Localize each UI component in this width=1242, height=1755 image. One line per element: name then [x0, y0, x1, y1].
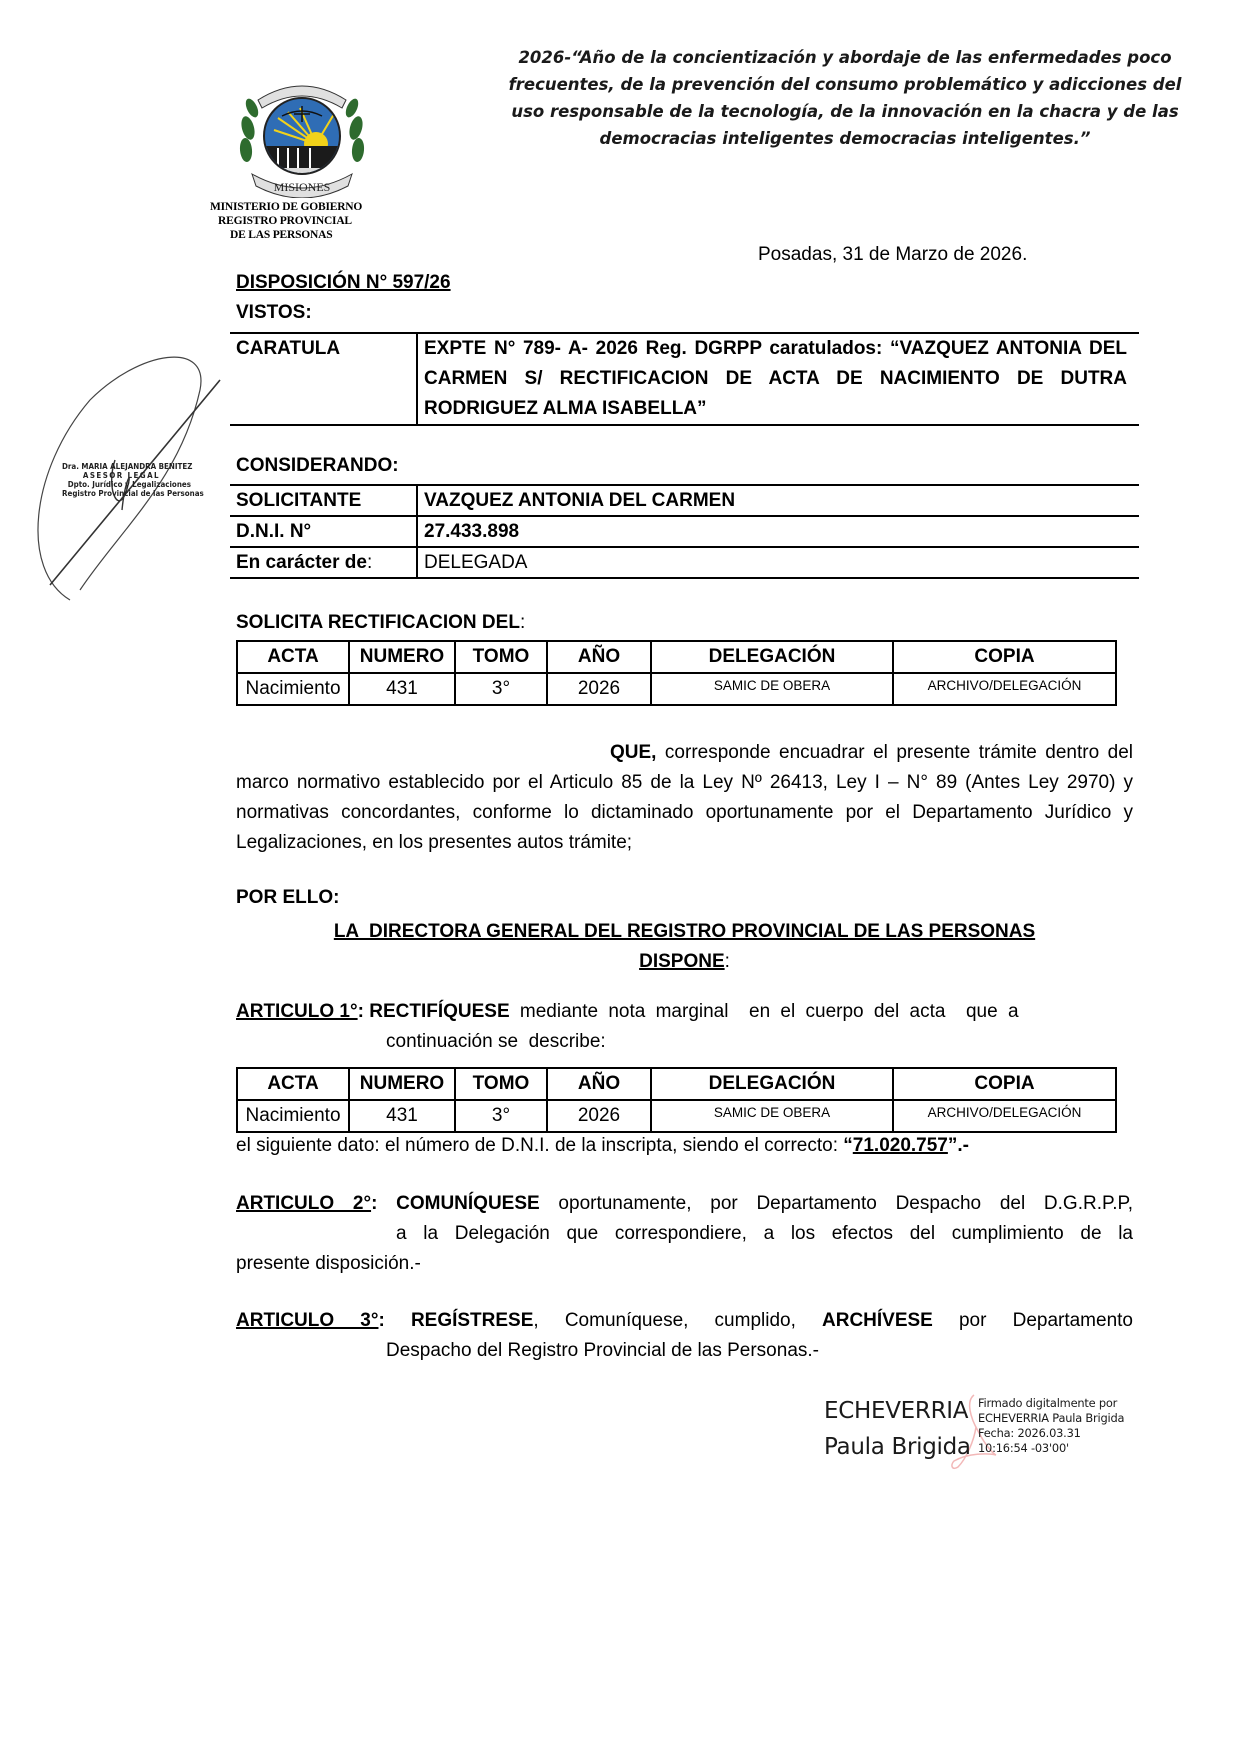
- articulo-text: por Departamento: [932, 1310, 1133, 1331]
- ministry-line: REGISTRO PROVINCIAL: [218, 215, 352, 227]
- articulo-text: oportunamente, por Departamento Despacho del D.G.R.P.P,: [539, 1193, 1133, 1214]
- articulo-text: , Comuníquese, cumplido,: [533, 1310, 822, 1331]
- stamp-line: Registro Provincial de las Personas: [62, 489, 204, 498]
- motto-line: frecuentes, de la prevención del consumo problemático y adicciones del: [508, 75, 1182, 94]
- col-header: DELEGACIÓN: [651, 641, 893, 673]
- considerando-table: [230, 484, 1139, 579]
- articulo-verb: ARCHÍVESE: [822, 1310, 933, 1331]
- que-lead: QUE,: [610, 742, 657, 763]
- table-row: [230, 516, 1139, 547]
- articulo-label: ARTICULO 2°: [236, 1193, 372, 1214]
- signature-details: [978, 1396, 1124, 1456]
- articulo-verb: COMUNÍQUESE: [396, 1193, 540, 1214]
- col-header: NUMERO: [349, 1068, 455, 1100]
- colon: :: [357, 1001, 364, 1022]
- table-row: [230, 485, 1139, 516]
- articulo-verb: REGÍSTRESE: [410, 1310, 534, 1331]
- signature-detail-line: 10:16:54 -03'00': [978, 1441, 1069, 1455]
- signature-detail-line: Firmado digitalmente por: [978, 1396, 1118, 1410]
- directora-line: [236, 917, 1133, 977]
- table-header-row: [237, 641, 1116, 673]
- col-header: ACTA: [237, 1068, 349, 1100]
- solicita-heading: [236, 612, 525, 634]
- por-ello-heading: POR ELLO:: [236, 887, 340, 908]
- col-header: AÑO: [547, 641, 651, 673]
- considerando-heading: CONSIDERANDO:: [236, 455, 399, 476]
- cell: 431: [349, 1100, 455, 1132]
- articulo-2: [236, 1189, 1133, 1279]
- articulo-text: presente disposición.-: [236, 1253, 421, 1274]
- colon: :: [371, 1193, 378, 1214]
- row-value: VAZQUEZ ANTONIA DEL CARMEN: [417, 485, 1139, 516]
- signature-detail-line: ECHEVERRIA Paula Brigida: [978, 1411, 1125, 1425]
- dispone-word: DISPONE: [639, 951, 725, 972]
- row-value: DELEGADA: [417, 547, 1139, 578]
- solicita-colon: :: [519, 612, 526, 633]
- motto-line: uso responsable de la tecnología, de la innovación en la chacra y de las: [511, 102, 1179, 121]
- row-label: D.N.I. N°: [230, 516, 417, 547]
- articulo-1: [236, 997, 1133, 1057]
- ministry-line: MINISTERIO DE GOBIERNO: [210, 201, 363, 213]
- vistos-heading: VISTOS:: [236, 302, 312, 323]
- col-header: TOMO: [455, 641, 547, 673]
- que-text: corresponde encuadrar el presente trámite dentro del marco normativo establecido por el Articulo 85 de la Ley Nº 26413, Ley I – N° 89 (Antes Ley 2970) y normativas concordantes, conforme lo dictaminado oportunamente por el Departamento Jurídico y Legalizaciones, en los presentes autos trámite;: [236, 742, 1133, 853]
- cell: 3°: [455, 673, 547, 705]
- colon: :: [378, 1310, 385, 1331]
- cell: ARCHIVO/DELEGACIÓN: [893, 673, 1116, 705]
- col-header: NUMERO: [349, 641, 455, 673]
- cell: 2026: [547, 1100, 651, 1132]
- signer-name: [824, 1393, 971, 1465]
- signer-surname: ECHEVERRIA: [824, 1398, 969, 1424]
- motto-line: 2026-“Año de la concientización y abordaje de las enfermedades poco: [518, 48, 1172, 67]
- signer-given-names: Paula Brigida: [824, 1434, 971, 1460]
- cell: 3°: [455, 1100, 547, 1132]
- cell: 2026: [547, 673, 651, 705]
- acta-table-rectificacion: [236, 1067, 1117, 1133]
- que-paragraph: [236, 738, 1133, 858]
- dispone-colon: :: [724, 951, 730, 972]
- date-line: Posadas, 31 de Marzo de 2026.: [758, 244, 1028, 265]
- table-row: [237, 673, 1116, 705]
- year-motto: [500, 44, 1190, 152]
- table-header-row: [237, 1068, 1116, 1100]
- articulo-text: mediante nota marginal en el cuerpo del acta que a: [509, 1001, 1019, 1022]
- articulo-text: continuación se describe:: [386, 1031, 606, 1052]
- svg-text:MISIONES: MISIONES: [273, 180, 331, 194]
- cell: ARCHIVO/DELEGACIÓN: [893, 1100, 1116, 1132]
- col-header: COPIA: [893, 641, 1116, 673]
- misiones-crest-icon: [238, 78, 366, 198]
- province-crest-logo: [238, 78, 366, 198]
- directora-text: LA DIRECTORA GENERAL DEL REGISTRO PROVINCIAL DE LAS PERSONAS: [333, 921, 1036, 942]
- col-header: COPIA: [893, 1068, 1116, 1100]
- col-header: ACTA: [237, 641, 349, 673]
- ministry-header: [210, 200, 362, 242]
- col-header: DELEGACIÓN: [651, 1068, 893, 1100]
- cell: SAMIC DE OBERA: [651, 1100, 893, 1132]
- correct-dni-value: 71.020.757: [852, 1135, 948, 1156]
- signature-detail-line: Fecha: 2026.03.31: [978, 1426, 1081, 1440]
- disposicion-title: DISPOSICIÓN N° 597/26: [236, 272, 451, 293]
- stamp-line: Dpto. Jurídico y Legalizaciones: [67, 480, 191, 489]
- digital-signature: [824, 1393, 1214, 1473]
- row-label: SOLICITANTE: [230, 485, 417, 516]
- label-colon: :: [366, 552, 373, 573]
- caratula-table: [230, 332, 1139, 426]
- articulo-3: [236, 1306, 1133, 1366]
- stamp-line: ASESOR LEGAL: [82, 471, 160, 480]
- stamp-line: Dra. MARIA ALEJANDRA BENITEZ: [62, 462, 193, 471]
- cell: Nacimiento: [237, 1100, 349, 1132]
- motto-line: democracias inteligentes democracias inteligentes.”: [599, 129, 1091, 148]
- col-header: TOMO: [455, 1068, 547, 1100]
- caratula-label: CARATULA: [230, 333, 417, 425]
- articulo-label: ARTICULO 3°: [236, 1310, 379, 1331]
- cell: SAMIC DE OBERA: [651, 673, 893, 705]
- caratula-text: EXPTE N° 789- A- 2026 Reg. DGRPP caratulados: “VAZQUEZ ANTONIA DEL CARMEN S/ RECTIFICACION DE ACTA DE NACIMIENTO DE DUTRA RODRIGUEZ ALMA ISABELLA”: [417, 333, 1139, 425]
- ministry-line: DE LAS PERSONAS: [230, 229, 333, 241]
- label-bold: En carácter de: [236, 552, 367, 573]
- articulo-text: el siguiente dato: el número de D.N.I. de la inscripta, siendo el correcto:: [236, 1135, 844, 1156]
- legal-advisor-stamp: [62, 462, 204, 498]
- row-value: 27.433.898: [417, 516, 1139, 547]
- table-row: [230, 547, 1139, 578]
- row-label: [230, 547, 417, 578]
- cell: Nacimiento: [237, 673, 349, 705]
- articulo-1-continuation: [236, 1131, 1133, 1161]
- col-header: AÑO: [547, 1068, 651, 1100]
- table-row: [237, 1100, 1116, 1132]
- articulo-text: Despacho del Registro Provincial de las Personas.-: [386, 1340, 819, 1361]
- articulo-label: ARTICULO 1°: [236, 1001, 358, 1022]
- articulo-verb: RECTIFÍQUESE: [369, 1001, 510, 1022]
- quote: “: [843, 1135, 853, 1156]
- articulo-text: a la Delegación que correspondiere, a los efectos del cumplimiento de la: [396, 1223, 1133, 1244]
- quote: ”.-: [947, 1135, 969, 1156]
- cell: 431: [349, 673, 455, 705]
- acta-table-solicitud: [236, 640, 1117, 706]
- solicita-label: SOLICITA RECTIFICACION DEL: [236, 612, 520, 633]
